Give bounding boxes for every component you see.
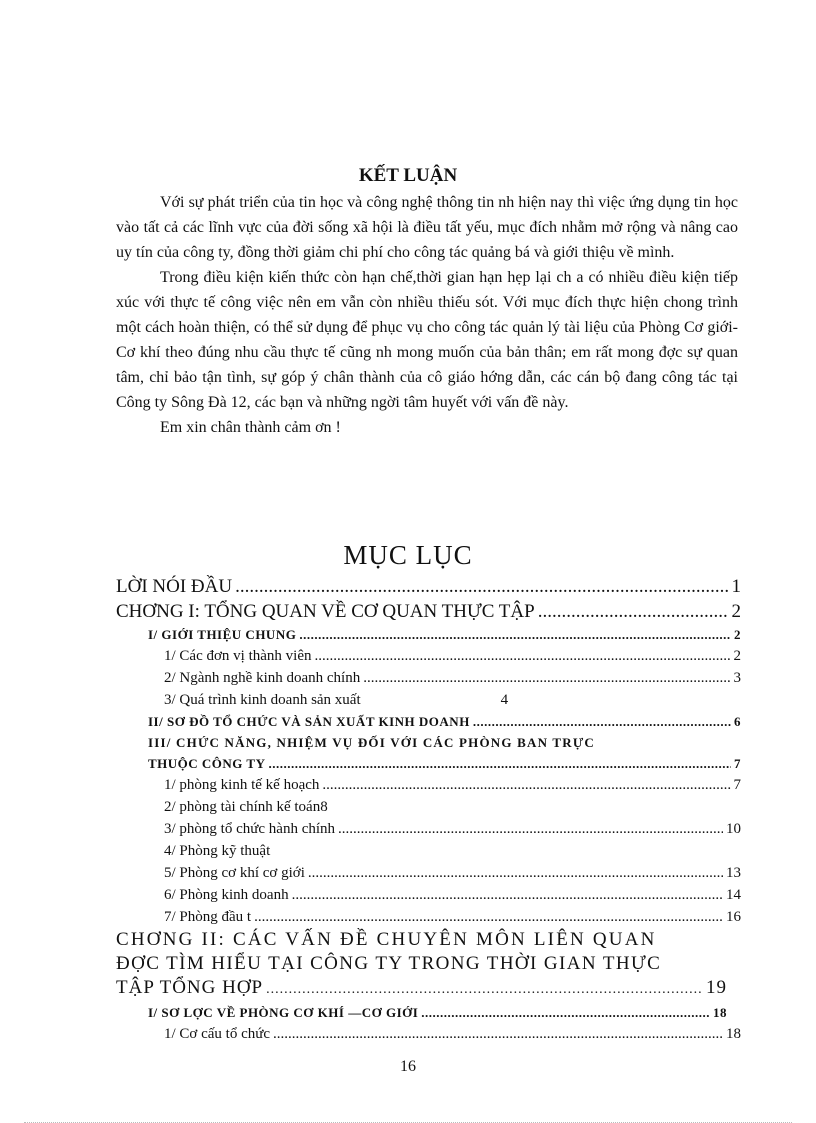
toc-entry[interactable] [116, 645, 741, 667]
toc-entry[interactable] [116, 928, 741, 1002]
toc-entry-label: 1/ phòng kinh tế kế hoạch [164, 777, 320, 793]
toc-entry[interactable] [116, 732, 741, 774]
toc-entry-label: III/ CHỨC NĂNG, NHIỆM VỤ ĐỐI VỚI CÁC PHÒNG BAN TRỰC [148, 735, 596, 750]
toc-entry-label: 1/ Các đơn vị thành viên [164, 648, 312, 664]
toc-entry-page: 10 [726, 821, 741, 837]
toc-entry[interactable] [116, 1002, 741, 1023]
toc-entry-label: 6/ Phòng kinh doanh [164, 887, 289, 903]
toc-entry-label: 2/ Ngành nghề kinh doanh chính [164, 670, 361, 686]
conclusion-paragraph-3: Em xin chân thành cảm ơn ! [160, 419, 341, 436]
toc-entry-page: 1 [731, 576, 741, 597]
toc-entry[interactable] [116, 796, 741, 818]
toc-entry[interactable] [116, 840, 741, 862]
toc-entry-page: 14 [726, 887, 741, 903]
toc-entry-page: 18 [726, 1026, 741, 1042]
toc-entry-page: 2 [733, 648, 741, 664]
conclusion-title: KẾT LUẬN [358, 165, 458, 186]
page-number: 16 [400, 1058, 416, 1075]
toc-entry-label: II/ SƠ ĐỒ TỔ CHỨC VÀ SẢN XUẤT KINH DOANH [148, 714, 470, 729]
toc-entry-page: 19 [706, 977, 727, 998]
toc-entry-page: 4 [500, 692, 509, 708]
toc-title: MỤC LỤC [343, 540, 473, 570]
toc-entry-label: CHƠNG II: CÁC VẤN ĐỀ CHUYÊN MÔN LIÊN QUAN [116, 929, 657, 950]
toc-entry-page: 2 [731, 601, 741, 622]
toc-entry[interactable] [116, 599, 741, 624]
toc-entry-label: ĐỢC TÌM HIỂU TẠI CÔNG TY TRONG THỜI GIAN THỰC [116, 953, 662, 974]
toc-entry[interactable] [116, 689, 741, 711]
toc-entry-page: 3 [733, 670, 741, 686]
table-of-contents [116, 574, 741, 1045]
toc-entry-label: 3/ Quá trình kinh doanh sản xuất [164, 692, 361, 708]
conclusion-paragraph-1: Với sự phát triển của tin học và công nghệ thông tin nh hiện nay thì việc ứng dụng tin học vào tất cả các lĩnh vực của đời sống xã hội là điều tất yếu, mục đích nhằm mở rộng và nâng cao uy tín của công ty, đồng thời giảm chi phí cho công tác quảng bá và giới thiệu về mình. [116, 194, 738, 261]
toc-entry-page: 7 [734, 756, 741, 771]
toc-entry-page: 16 [726, 909, 741, 925]
toc-entry-label: 1/ Cơ cấu tổ chức [164, 1026, 271, 1042]
toc-entry[interactable] [116, 774, 741, 796]
toc-entry[interactable] [116, 667, 741, 689]
toc-entry-label: 5/ Phòng cơ khí cơ giới [164, 865, 305, 881]
toc-entry-page: 7 [733, 777, 741, 793]
conclusion-body [116, 190, 738, 440]
toc-entry-label: I/ SƠ LỢC VỀ PHÒNG CƠ KHÍ —CƠ GIỚI [148, 1005, 419, 1020]
toc-entry[interactable] [116, 818, 741, 840]
toc-entry-page: 6 [734, 714, 741, 729]
toc-entry-label: LỜI NÓI ĐẦU [116, 576, 233, 597]
toc-entry-label: I/ GIỚI THIỆU CHUNG [148, 627, 297, 642]
toc-entry-label: TẬP TỔNG HỢP [116, 977, 264, 998]
toc-entry-page: 2 [734, 627, 741, 642]
toc-entry[interactable] [116, 624, 741, 645]
toc-entry-label: 2/ phòng tài chính kế toán8 [164, 799, 328, 815]
toc-entry-label: 3/ phòng tổ chức hành chính [164, 821, 336, 837]
toc-entry[interactable] [116, 1023, 741, 1045]
toc-entry[interactable] [116, 884, 741, 906]
toc-entry-label: 7/ Phòng đầu t [164, 909, 252, 925]
toc-entry[interactable] [116, 862, 741, 884]
toc-entry[interactable] [116, 574, 741, 599]
toc-entry[interactable] [116, 906, 741, 928]
toc-entry-label: 4/ Phòng kỹ thuật [164, 843, 271, 859]
toc-entry[interactable] [116, 711, 741, 732]
conclusion-paragraph-2: Trong điều kiện kiến thức còn hạn chế,thời gian hạn hẹp lại ch a có nhiều điều kiện tiếp xúc với thực tế công việc nên em vẫn còn nhiều thiếu sót. Với mục đích thực hiện chong trình một cách hoàn thiện, có thể sử dụng để phục vụ cho công tác quản lý tài liệu của Phòng Cơ giới- Cơ khí theo đúng nhu cầu thực tế cũng nh mong muốn của bản thân; em rất mong đợc sự quan tâm, chỉ bảo tận tình, sự góp ý chân thành của cô giáo hớng dẫn, các cán bộ đang công tác tại Công ty Sông Đà 12, các bạn và những ngời tâm huyết với vấn đề này. [116, 269, 738, 411]
toc-entry-page: 18 [713, 1005, 727, 1020]
toc-entry-page: 13 [726, 865, 741, 881]
toc-entry-label: CHƠNG I: TỔNG QUAN VỀ CƠ QUAN THỰC TẬP [116, 601, 535, 622]
toc-entry-label: THUỘC CÔNG TY [148, 756, 266, 771]
